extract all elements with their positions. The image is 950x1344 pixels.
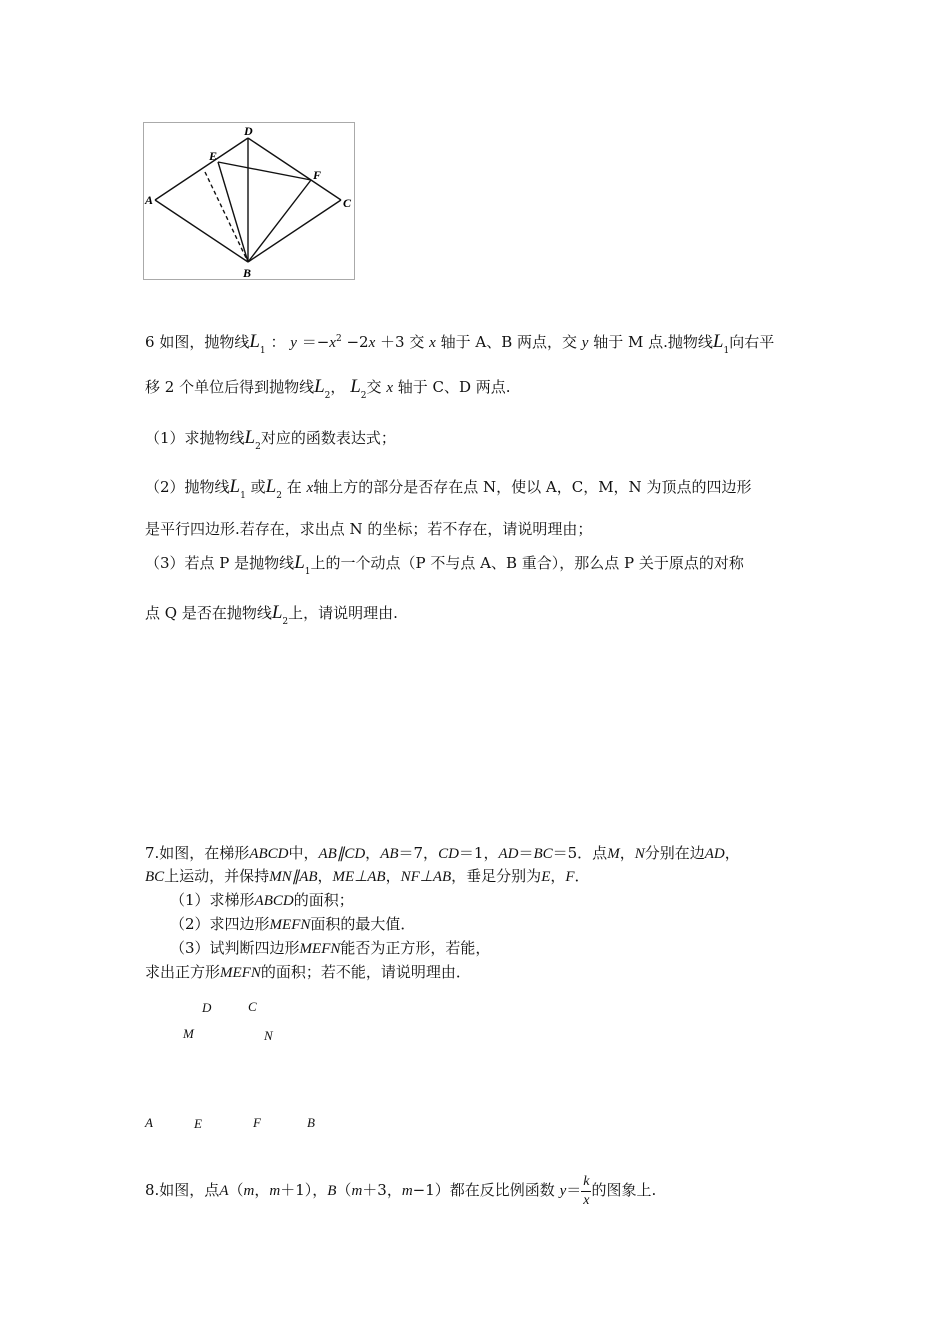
p8-text: −1）都在反比例函数 bbox=[412, 1181, 555, 1199]
p6-var: x bbox=[429, 335, 436, 351]
p7-var: BC bbox=[145, 869, 165, 885]
p8-var: m bbox=[243, 1183, 255, 1199]
rhombus-diagram bbox=[143, 122, 355, 280]
p7-text: （1）求梯形 bbox=[170, 891, 255, 909]
p6-text: （3）若点 P 是抛物线 bbox=[145, 554, 295, 572]
p7-text: ， bbox=[724, 844, 740, 862]
p6-text: 交 bbox=[409, 333, 425, 351]
p6-text: 轴于 A、B 两点，交 bbox=[440, 333, 578, 351]
p7-text: 的面积；若不能，请说明理由． bbox=[260, 963, 471, 981]
p8-fraction bbox=[581, 1173, 591, 1210]
p7-var: E bbox=[541, 869, 551, 885]
p7-text: 能否为正方形，若能， bbox=[340, 939, 491, 957]
p6-sub: 1 bbox=[240, 491, 246, 501]
p7-var: MEFN bbox=[299, 941, 341, 957]
p7-fig-D: D bbox=[202, 1000, 212, 1015]
p7-var: AB∥CD bbox=[318, 846, 366, 862]
p6-text: 上，请说明理由. bbox=[288, 604, 398, 622]
p7-q2 bbox=[170, 914, 415, 935]
p7-text: ＝1， bbox=[458, 844, 499, 862]
p6-q2 bbox=[145, 477, 751, 506]
p6-L: L bbox=[271, 602, 283, 623]
p7-var: N bbox=[634, 846, 645, 862]
p6-sub: 2 bbox=[282, 617, 289, 627]
p7-line1 bbox=[145, 843, 740, 864]
p7-q3-cont bbox=[145, 962, 471, 983]
p6-L: L bbox=[712, 331, 724, 352]
p6-text: 或 bbox=[250, 478, 266, 496]
p7-text: 中， bbox=[288, 844, 319, 862]
p7-text: ＝7， bbox=[398, 844, 439, 862]
p6-var: x bbox=[386, 380, 393, 396]
p6-text: 点 Q 是否在抛物线 bbox=[145, 604, 272, 622]
p7-fig-M: M bbox=[183, 1026, 194, 1041]
p7-text: （2）求四边形 bbox=[170, 915, 270, 933]
p7-fig-B: B bbox=[307, 1115, 315, 1130]
p8-text: （ bbox=[228, 1181, 244, 1199]
p7-var: AD bbox=[498, 846, 519, 862]
p8-line1 bbox=[145, 1170, 656, 1211]
p7-q1 bbox=[170, 890, 354, 911]
p8-frac-den: x bbox=[583, 1192, 590, 1208]
p7-var: CD bbox=[438, 846, 459, 862]
p8-var: B bbox=[327, 1183, 337, 1199]
p7-var: AB bbox=[380, 846, 399, 862]
p7-text: ． bbox=[574, 867, 590, 885]
p6-text: （1）求抛物线 bbox=[145, 429, 245, 447]
p6-L: L bbox=[350, 376, 361, 397]
label-E: E bbox=[209, 149, 218, 163]
p7-text: ， bbox=[317, 867, 333, 885]
p6-text: 轴于 M 点.抛物线 bbox=[593, 333, 713, 351]
figure-rhombus bbox=[143, 122, 355, 280]
p7-var: F bbox=[565, 869, 575, 885]
p7-text: 7.如图，在梯形 bbox=[145, 844, 250, 862]
p7-var: NF⊥AB bbox=[400, 869, 452, 885]
p7-var: BC bbox=[533, 846, 553, 862]
p7-text: 的面积； bbox=[293, 891, 354, 909]
p7-text: 面积的最大值． bbox=[310, 915, 416, 933]
p8-text: （ bbox=[336, 1181, 352, 1199]
p6-L: L bbox=[265, 476, 277, 497]
figure-border bbox=[144, 123, 355, 280]
p6-L: L bbox=[294, 552, 305, 573]
p6-text: 是平行四边形.若存在，求出点 N 的坐标；若不存在，请说明理由； bbox=[145, 520, 593, 538]
p6-text: 如图，抛物线 bbox=[159, 333, 250, 351]
p7-fig-N: N bbox=[264, 1028, 273, 1043]
p8-text: ＝ bbox=[566, 1181, 582, 1199]
p6-sub: 1 bbox=[304, 567, 311, 577]
p6-eq-sup: 2 bbox=[335, 334, 342, 344]
p8-text: ＋1）， bbox=[280, 1181, 328, 1199]
p6-text: 上的一个动点（P 不与点 A、B 重合），那么点 P 关于原点的对称 bbox=[310, 554, 744, 572]
p6-q2-cont bbox=[145, 519, 592, 539]
p6-sub: 1 bbox=[259, 346, 266, 356]
p6-sub: 2 bbox=[360, 391, 367, 401]
label-C: C bbox=[343, 196, 352, 210]
p6-L: L bbox=[314, 376, 325, 397]
p6-text: 在 bbox=[286, 478, 302, 496]
p7-var: MN∥AB bbox=[269, 869, 318, 885]
p6-sub: 2 bbox=[324, 391, 331, 401]
p7-text: ， bbox=[365, 844, 381, 862]
p7-text: 求出正方形 bbox=[145, 963, 221, 981]
p6-sub: 2 bbox=[255, 442, 261, 452]
p8-var: m bbox=[351, 1183, 363, 1199]
p6-q3 bbox=[145, 553, 744, 582]
p6-text: 对应的函数表达式； bbox=[260, 429, 396, 447]
p8-var: A bbox=[219, 1183, 229, 1199]
p7-line2 bbox=[145, 866, 590, 887]
p7-var: M bbox=[607, 846, 620, 862]
p6-text: 移 2 个单位后得到抛物线 bbox=[145, 378, 315, 396]
p6-eq-op: ＋3 bbox=[380, 333, 405, 351]
p6-line2 bbox=[145, 377, 511, 406]
p7-text: ，垂足分别为 bbox=[451, 867, 542, 885]
p6-sub: 1 bbox=[723, 346, 730, 356]
label-A: A bbox=[145, 193, 154, 207]
p6-number: 6 bbox=[145, 333, 155, 351]
p6-eq-op: −2 bbox=[346, 333, 369, 351]
p6-eq-op: ＝− bbox=[301, 333, 330, 351]
p8-frac-num: k bbox=[581, 1173, 591, 1192]
p6-eq-var: x bbox=[368, 335, 376, 351]
p6-text: ： bbox=[270, 333, 286, 351]
p6-q1 bbox=[145, 428, 396, 457]
p7-fig-C: C bbox=[248, 999, 257, 1014]
p7-var: MEFN bbox=[220, 965, 261, 981]
p6-line1 bbox=[145, 329, 774, 361]
p6-eq-var: x bbox=[329, 335, 336, 351]
p8-var: y bbox=[559, 1183, 567, 1199]
p6-L: L bbox=[244, 427, 256, 448]
p7-text: ， bbox=[550, 867, 566, 885]
p6-eq-var: y bbox=[290, 335, 297, 351]
p6-q3-cont bbox=[145, 603, 398, 632]
p7-text: ， bbox=[619, 844, 635, 862]
p7-text: ＝5．点 bbox=[552, 844, 608, 862]
p6-text: （2）抛物线 bbox=[145, 478, 230, 496]
p7-var: AD bbox=[704, 846, 725, 862]
p7-q3 bbox=[170, 938, 490, 959]
p6-L: L bbox=[229, 476, 241, 497]
p8-text: ＋3， bbox=[362, 1181, 402, 1199]
p7-text: 上运动，并保持 bbox=[164, 867, 270, 885]
p7-var: MEFN bbox=[269, 917, 311, 933]
p8-text: ， bbox=[254, 1181, 270, 1199]
p6-text: 交 bbox=[366, 378, 382, 396]
p6-text: 轴于 C、D 两点. bbox=[397, 378, 511, 396]
p7-fig-A: A bbox=[145, 1115, 153, 1130]
label-F: F bbox=[313, 168, 322, 182]
p8-var: m bbox=[269, 1183, 281, 1199]
p7-var: ABCD bbox=[249, 846, 289, 862]
p6-sub: 2 bbox=[276, 491, 282, 501]
p6-text: ， bbox=[330, 378, 346, 396]
p7-text: 分别在边 bbox=[644, 844, 705, 862]
p7-fig-F: F bbox=[253, 1115, 261, 1130]
p7-text: （3）试判断四边形 bbox=[170, 939, 300, 957]
p7-var: ABCD bbox=[254, 893, 294, 909]
p6-var: y bbox=[581, 335, 589, 351]
label-D: D bbox=[244, 124, 253, 138]
p6-text: 轴上方的部分是否存在点 N，使以 A，C，M，N 为顶点的四边形 bbox=[313, 478, 752, 496]
p8-text: 8.如图，点 bbox=[145, 1181, 220, 1199]
p6-text: 向右平 bbox=[729, 333, 775, 351]
p7-var: ME⊥AB bbox=[332, 869, 386, 885]
label-B: B bbox=[243, 266, 252, 280]
p6-L: L bbox=[249, 331, 260, 352]
p7-fig-E: E bbox=[194, 1116, 202, 1131]
p8-text: 的图象上. bbox=[591, 1181, 657, 1199]
p6-var: x bbox=[306, 480, 314, 496]
p7-text: ， bbox=[385, 867, 401, 885]
p7-text: ＝ bbox=[518, 844, 534, 862]
p8-var: m bbox=[401, 1183, 413, 1199]
